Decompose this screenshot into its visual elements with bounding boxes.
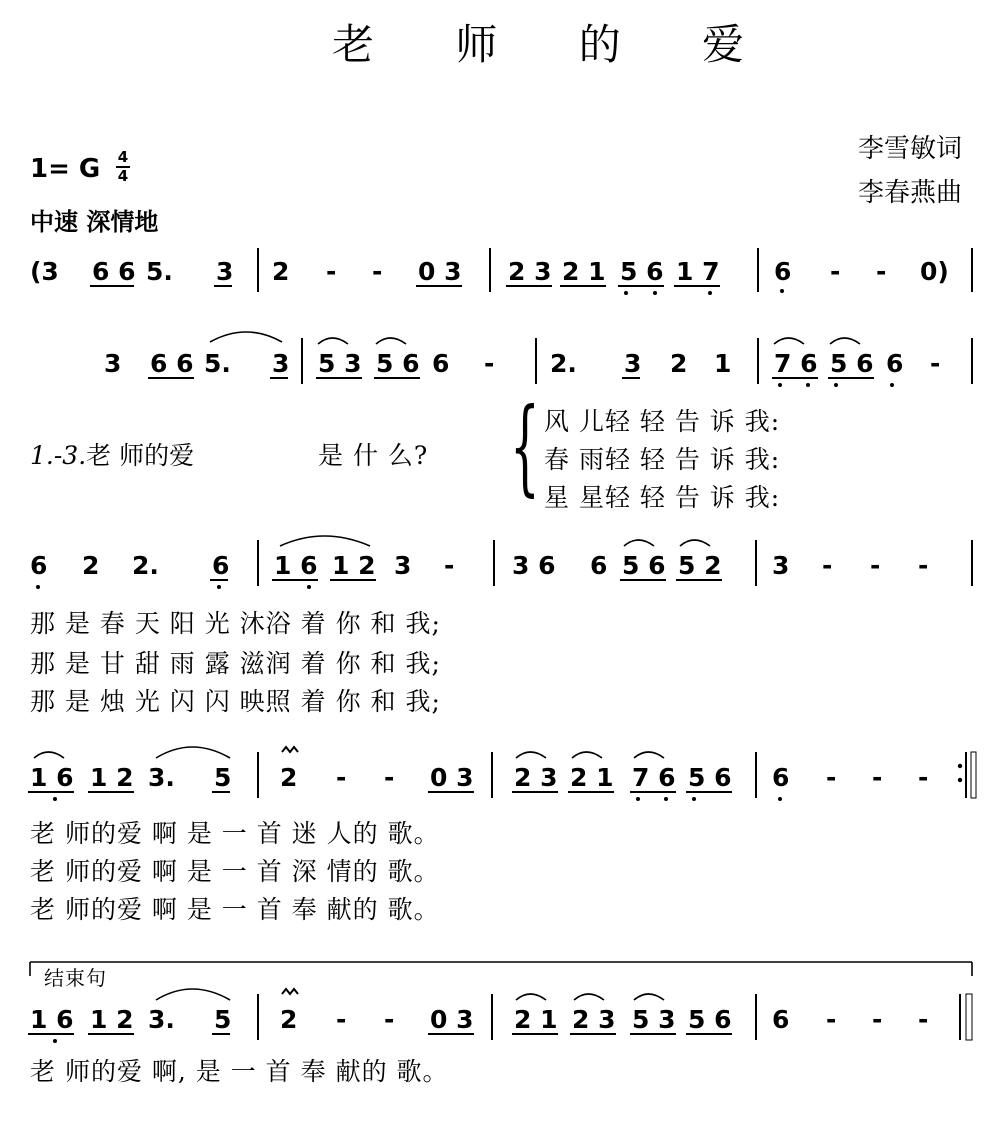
svg-text:3.: 3.: [148, 763, 175, 792]
svg-text:-: -: [826, 1005, 837, 1034]
svg-text:1: 1: [714, 349, 732, 378]
svg-text:5 3: 5 3: [318, 349, 362, 378]
svg-text:1 6: 1 6: [30, 1005, 74, 1034]
svg-text:3: 3: [216, 257, 234, 286]
lyric-line: 那 是 春 天 阳 光 沐浴 着 你 和 我;: [30, 609, 441, 638]
svg-text:5: 5: [214, 763, 232, 792]
lyric-line: 那 是 甘 甜 雨 露 滋润 着 你 和 我;: [30, 649, 441, 678]
svg-text:2 3: 2 3: [572, 1005, 616, 1034]
svg-text:2: 2: [82, 551, 100, 580]
svg-text:5.: 5.: [204, 349, 231, 378]
svg-text:-: -: [826, 763, 837, 792]
svg-text:7 6: 7 6: [632, 763, 676, 792]
svg-text:6: 6: [212, 551, 230, 580]
svg-text:1 6: 1 6: [274, 551, 318, 580]
svg-text:3: 3: [772, 551, 790, 580]
ending-label: 结束句: [44, 966, 107, 990]
svg-text:6: 6: [772, 763, 790, 792]
svg-text:6: 6: [772, 1005, 790, 1034]
svg-text:-: -: [372, 257, 383, 286]
svg-text:5 6: 5 6: [376, 349, 420, 378]
svg-text:3 6: 3 6: [512, 551, 556, 580]
svg-text:-: -: [384, 1005, 395, 1034]
svg-text:-: -: [830, 257, 841, 286]
svg-text:1 2: 1 2: [90, 763, 134, 792]
svg-text:6 6: 6 6: [150, 349, 194, 378]
svg-text:0 3: 0 3: [430, 1005, 474, 1034]
svg-text:2 1: 2 1: [514, 1005, 558, 1034]
svg-text:1 7: 1 7: [676, 257, 720, 286]
svg-text:2 3: 2 3: [508, 257, 552, 286]
svg-text:3: 3: [104, 349, 122, 378]
svg-text:6: 6: [432, 349, 450, 378]
key-signature: 1= G: [30, 154, 101, 184]
lyric-line: 老 师的爱 啊 是 一 首 深 情的 歌。: [30, 857, 440, 886]
tempo-marking: 中速 深情地: [30, 208, 159, 236]
system-3: [30, 536, 972, 589]
ending-bracket: [30, 962, 972, 976]
svg-text:-: -: [930, 349, 941, 378]
time-signature-numerator: 4: [117, 148, 129, 166]
composer-credit: 李春燕曲: [858, 178, 963, 208]
ending-lyric: 老 师的爱 啊, 是 一 首 奉 献的 歌。: [30, 1057, 449, 1086]
svg-text:-: -: [822, 551, 833, 580]
svg-text:6: 6: [30, 551, 48, 580]
svg-text:2: 2: [280, 1005, 298, 1034]
svg-text:6: 6: [886, 349, 904, 378]
svg-text:2: 2: [670, 349, 688, 378]
verse-label-number: 1.-3.: [30, 441, 87, 470]
svg-text:6 6: 6 6: [92, 257, 136, 286]
system-2: [104, 332, 972, 387]
svg-text:5 6: 5 6: [830, 349, 874, 378]
lyric-line: 老 师的爱 啊 是 一 首 迷 人的 歌。: [30, 819, 440, 848]
svg-text:6: 6: [774, 257, 792, 286]
verse-label-full: [0, 0, 1, 1]
svg-text:2 1: 2 1: [570, 763, 614, 792]
svg-text:-: -: [918, 551, 929, 580]
svg-text:5: 5: [214, 1005, 232, 1034]
wind-line-1: 风 儿轻 轻 告 诉 我:: [544, 407, 781, 436]
lyric-line: 老 师的爱 啊 是 一 首 奉 献的 歌。: [30, 895, 440, 924]
system-4: [28, 747, 976, 801]
svg-text:0 3: 0 3: [418, 257, 462, 286]
svg-text:5 6: 5 6: [620, 257, 664, 286]
svg-text:3: 3: [624, 349, 642, 378]
verse-label: [30, 436, 194, 472]
svg-text:-: -: [870, 551, 881, 580]
verse-brace: {: [510, 385, 540, 507]
svg-text:2: 2: [280, 763, 298, 792]
svg-text:-: -: [918, 763, 929, 792]
svg-text:0): 0): [920, 257, 949, 286]
verse-question: 是 什 么?: [318, 441, 429, 470]
time-signature-denominator: 4: [117, 167, 129, 185]
svg-text:-: -: [872, 763, 883, 792]
verse-label-text: 老 师的爱: [86, 441, 195, 470]
svg-text:6: 6: [590, 551, 608, 580]
svg-text:-: -: [444, 551, 455, 580]
svg-text:-: -: [384, 763, 395, 792]
svg-text:-: -: [872, 1005, 883, 1034]
svg-text:2.: 2.: [550, 349, 577, 378]
svg-text:-: -: [336, 763, 347, 792]
system-5: [28, 989, 972, 1043]
lyric-line: 那 是 烛 光 闪 闪 映照 着 你 和 我;: [30, 687, 441, 716]
svg-text:1 2: 1 2: [90, 1005, 134, 1034]
svg-text:1 6: 1 6: [30, 763, 74, 792]
svg-text:5 2: 5 2: [678, 551, 722, 580]
svg-text:2 1: 2 1: [562, 257, 606, 286]
svg-text:0 3: 0 3: [430, 763, 474, 792]
svg-text:3: 3: [272, 349, 290, 378]
svg-text:3.: 3.: [148, 1005, 175, 1034]
lyricist-credit: 李雪敏词: [858, 134, 963, 164]
svg-text:(3: (3: [30, 257, 59, 286]
svg-text:5 6: 5 6: [688, 1005, 732, 1034]
svg-text:2.: 2.: [132, 551, 159, 580]
svg-text:5 3: 5 3: [632, 1005, 676, 1034]
wind-line-3: 星 星轻 轻 告 诉 我:: [544, 483, 781, 512]
intro-system: [30, 248, 972, 295]
wind-line-2: 春 雨轻 轻 告 诉 我:: [544, 445, 781, 474]
svg-text:2 3: 2 3: [514, 763, 558, 792]
svg-text:7 6: 7 6: [774, 349, 818, 378]
svg-text:3: 3: [394, 551, 412, 580]
svg-text:-: -: [326, 257, 337, 286]
svg-text:5 6: 5 6: [688, 763, 732, 792]
svg-text:-: -: [484, 349, 495, 378]
svg-text:-: -: [918, 1005, 929, 1034]
svg-text:5.: 5.: [146, 257, 173, 286]
svg-text:2: 2: [272, 257, 290, 286]
svg-text:-: -: [876, 257, 887, 286]
page-title: 老 师 的 爱: [332, 20, 779, 69]
svg-text:1 2: 1 2: [332, 551, 376, 580]
svg-text:5 6: 5 6: [622, 551, 666, 580]
svg-text:-: -: [336, 1005, 347, 1034]
